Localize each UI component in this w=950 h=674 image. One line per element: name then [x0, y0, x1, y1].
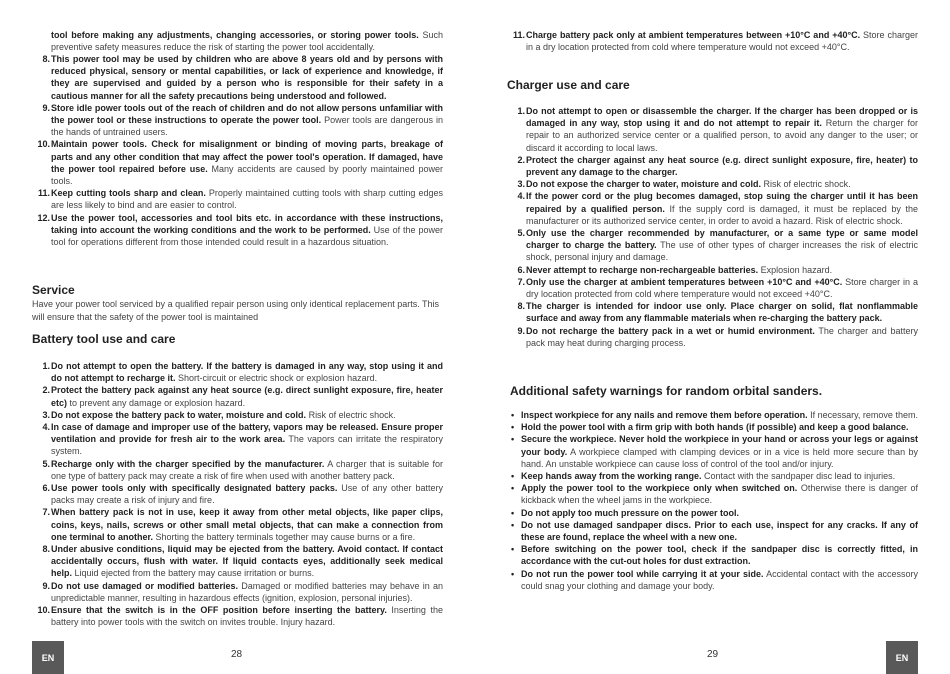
item-bold-text: This power tool may be used by children who are above 8 years old and by persons with reduced physical, sensory or mental capabilities, or lack of experience and knowledge, if they are supervised and guided by a person who is responsible for their safety in a cautious manner for all the safety precautions being understood and followed.	[51, 54, 443, 101]
item-normal-text: Properly maintained cutting tools with sharp cutting edges are less likely to bind and are easier to control.	[51, 188, 443, 211]
list-item	[507, 300, 918, 324]
item-number: 3.	[517, 179, 525, 190]
service-text: Have your power tool serviced by a qualified repair person using only identical replacement parts. This will ensure that the safety of the power tool is maintained	[32, 299, 440, 322]
item-bold-text: Keep cutting tools sharp and clean.	[51, 188, 206, 199]
list-item	[32, 212, 443, 249]
language-badge-right: EN	[886, 641, 918, 674]
item-normal-text: Otherwise there is danger of kickback when the wheel jams in the workpiece.	[521, 483, 918, 506]
item-bold-text: Secure the workpiece. Never hold the workpiece in your hand or across your legs or against your body.	[521, 434, 918, 457]
item-bold-text: The charger is intended for indoor use only. Place charger on solid, flat nonflammable surface and away from any flammable materials when re-charging the battery pack.	[526, 301, 918, 324]
bullet-dot: •	[511, 434, 515, 445]
item-bold-text: Keep hands away from the working range.	[521, 471, 702, 482]
charger-heading: Charger use and care	[507, 78, 630, 92]
bullet-item	[507, 519, 918, 543]
bullet-item	[507, 482, 918, 506]
item-normal-text: Risk of electric shock.	[306, 409, 396, 420]
item-bold-text: Do not use damaged or modified batteries.	[51, 580, 238, 591]
list-item	[32, 187, 443, 211]
list-item	[507, 276, 918, 300]
list-item	[32, 604, 443, 628]
bullet-item	[507, 543, 918, 567]
item-normal-text: to prevent any damage or explosion hazard.	[67, 397, 246, 408]
item-normal-text: Liquid ejected from the battery may cause irritation or burns.	[72, 568, 315, 579]
item-bold-text: Protect the battery pack against any heat source (e.g. direct sunlight exposure, fire, heater etc)	[51, 385, 443, 408]
item-number: 7.	[42, 507, 50, 518]
item-bold-text: Use power tools only with specifically designated battery packs.	[51, 483, 338, 494]
item-bold-text: Never attempt to recharge non-rechargeable batteries.	[526, 264, 759, 275]
general-safety-list	[32, 53, 443, 248]
item-number: 12.	[37, 212, 50, 223]
list-item	[32, 421, 443, 458]
item-number: 10.	[37, 139, 50, 150]
list-item	[507, 325, 918, 349]
item-number: 6.	[517, 264, 525, 275]
item-normal-text: Return the charger for repair to an authorized service center or a qualified person, to avoid any danger to the user; or discard it according to local laws.	[526, 118, 919, 153]
bullet-item	[507, 421, 918, 433]
list-item	[507, 29, 918, 53]
battery-list-continued	[507, 29, 918, 53]
bullet-dot: •	[511, 471, 515, 482]
list-item	[32, 102, 443, 139]
item-bold-text: Do not expose the battery pack to water, moisture and cold.	[51, 409, 307, 420]
item-normal-text: The charger and battery pack may heat during charging process.	[526, 325, 918, 348]
item-number: 2.	[517, 154, 525, 165]
item-normal-text: The use of other types of charger increases the risk of electric shock, personal injury and damage.	[526, 240, 918, 263]
item-normal-text: Shorting the battery terminals together may cause burns or a fire.	[153, 531, 416, 542]
list-item	[32, 53, 443, 102]
list-item	[32, 409, 443, 421]
item-number: 5.	[42, 458, 50, 469]
item-number: 3.	[42, 409, 50, 420]
item-number: 8.	[42, 54, 50, 64]
list-item	[32, 506, 443, 543]
item-normal-text: Inserting the battery into power tools with the switch on invites trouble. Injury hazard.	[51, 605, 443, 628]
item-normal-text: Contact with the sandpaper disc lead to injuries.	[701, 471, 896, 482]
item-number: 11.	[512, 30, 525, 40]
item-bold-text: Protect the charger against any heat source (e.g. direct sunlight exposure, fire, heater) to prevent any damage to the charger.	[526, 154, 918, 178]
item-bold-text: Use the power tool, accessories and tool bits etc. in accordance with these instructions, taking into account the working conditions and the work to be performed.	[51, 212, 443, 235]
item-normal-text: Many accidents are caused by poorly maintained power tools.	[51, 163, 443, 187]
bullet-item	[507, 507, 918, 519]
item-number: 1.	[517, 106, 525, 116]
list-item	[507, 178, 918, 190]
item-normal-text: The vapors can irritate the respiratory system.	[51, 434, 443, 457]
charger-list	[507, 105, 918, 349]
item-bold-text: Do not attempt to open or disassemble the charger. If the charger has been dropped or is damaged in any way, stop using it and do not attempt to repair it.	[526, 106, 918, 129]
item-bold-text: Do not expose the charger to water, moisture and cold.	[526, 179, 762, 190]
list-item	[32, 458, 443, 482]
list-item	[32, 384, 443, 408]
item-bold-text: Hold the power tool with a firm grip with both hands (if possible) and keep a good balance.	[521, 422, 909, 433]
bullet-item	[507, 409, 918, 421]
item-bold-text: Maintain power tools. Check for misalignment or binding of moving parts, breakage of parts and any other condition that may affect the power tool's operation. If damaged, have the power tool repaired before use.	[51, 139, 443, 174]
item-bold-text: Only use the charger at ambient temperatures between +10°C and +40°C.	[526, 276, 843, 287]
bullet-dot: •	[511, 519, 515, 530]
item-number: 8.	[42, 544, 50, 555]
item-bold-text: Under abusive conditions, liquid may be ejected from the battery. Avoid contact. If contact accidentally occurs, flush with water. If liquid contacts eyes, additionally seek medical help.	[51, 544, 443, 579]
sander-heading-period: .	[818, 384, 823, 398]
list-item	[507, 154, 918, 178]
list-item	[507, 105, 918, 154]
list-item	[32, 138, 443, 187]
list-item	[32, 360, 443, 384]
item-bold-text: If the power cord or the plug becomes damaged, stop suing the charger until it has been repaired by a qualified person.	[526, 191, 918, 214]
page-number-left: 28	[231, 649, 243, 660]
item-number: 5.	[517, 228, 525, 239]
item-normal-text: Explosion hazard.	[758, 264, 833, 275]
item-bold-text: Before switching on the power tool, check if the sandpaper disc is correctly fitted, in accordance with the cut-out holes for dust extraction.	[521, 544, 918, 567]
item-number: 10.	[37, 605, 50, 616]
item-normal-text: If the supply cord is damaged, it must be replaced by the manufacturer or its authorized service center, in order to avoid a hazard. Risk of electric shock.	[526, 203, 918, 226]
item-bold-text: Store idle power tools out of the reach of children and do not allow persons unfamiliar with the power tool or these instructions to operate the power tool.	[51, 102, 443, 126]
item-bold-text: Do not run the power tool while carrying it at your side.	[521, 568, 764, 579]
list-item	[32, 580, 443, 604]
item-normal-text: Risk of electric shock.	[761, 179, 851, 190]
item-number: 7.	[517, 276, 525, 287]
item-normal-text: Power tools are dangerous in the hands of untrained users.	[51, 115, 443, 138]
right-page	[507, 0, 918, 674]
item-number: 8.	[517, 301, 525, 312]
item-number: 4.	[42, 422, 50, 433]
bullet-item	[507, 568, 918, 592]
list-item	[507, 264, 918, 276]
service-heading: Service	[32, 283, 75, 297]
item-normal-text: A charger that is suitable for one type of battery pack may create a risk of fire when used with another battery pack.	[51, 458, 443, 481]
item-normal-text: A workpiece clamped with clamping devices or in a vice is held more secure than by hand. An unstable workpiece can cause loss of control of the tool and/or injury.	[521, 446, 918, 469]
bullet-dot: •	[511, 483, 515, 494]
list-item	[32, 543, 443, 580]
item-bold-text: Inspect workpiece for any nails and remove them before operation.	[521, 410, 808, 420]
item-normal-text: Store charger in a dry location protected from cold where temperature would not exceed +40°C.	[526, 276, 918, 300]
language-badge-left: EN	[32, 641, 64, 674]
list-item-continuation	[32, 29, 443, 53]
item-bold-text: Recharge only with the charger specified by the manufacturer.	[51, 458, 325, 469]
bullet-dot: •	[511, 544, 515, 555]
bullet-item	[507, 470, 918, 482]
item-number: 4.	[517, 191, 525, 202]
sander-heading-text: Additional safety warnings for random orbital sanders	[510, 384, 819, 398]
item-bold-text: In case of damage and improper use of the battery, vapors may be released. Ensure proper ventilation and provide for fresh air to the work area.	[51, 422, 443, 445]
item-bold-text: When battery pack is not in use, keep it away from other metal objects, like paper clips, coins, keys, nails, screws or other small metal objects, that can make a connection from one terminal to another.	[51, 507, 443, 542]
item-number: 9.	[517, 325, 525, 336]
bullet-dot: •	[511, 568, 515, 579]
item-bold-text: Charge battery pack only at ambient temperatures between +10°C and +40°C.	[526, 30, 861, 40]
item-number: 9.	[42, 580, 50, 591]
battery-list	[32, 360, 443, 628]
item-number: 11.	[37, 188, 50, 199]
bullet-dot: •	[511, 507, 515, 518]
item-number: 1.	[42, 361, 50, 371]
item-bold-text: tool before making any adjustments, changing accessories, or storing power tools.	[51, 30, 419, 40]
item-bold-text: Apply the power tool to the workpiece only when switched on.	[521, 483, 798, 494]
item-bold-text: Do not apply too much pressure on the power tool.	[521, 507, 740, 518]
item-normal-text: Use of the power tool for operations different from those intended could result in a hazardous situation.	[51, 224, 443, 248]
list-item	[507, 190, 918, 227]
sander-heading	[510, 384, 822, 398]
item-bold-text: Do not attempt to open the battery. If the battery is damaged in any way, stop using it and do not attempt to recharge it.	[51, 361, 443, 384]
item-normal-text: Accidental contact with the accessory could snag your clothing and damage your body.	[521, 568, 918, 591]
item-bold-text: Only use the charger recommended by manufacturer, or a same type or same model charger to charge the battery.	[526, 228, 918, 251]
battery-heading: Battery tool use and care	[32, 332, 176, 346]
item-number: 6.	[42, 483, 50, 494]
item-normal-text: Use of any other battery packs may create a risk of injury and fire.	[51, 483, 443, 506]
item-number: 9.	[42, 102, 50, 113]
item-number: 2.	[42, 385, 50, 396]
item-bold-text: Ensure that the switch is in the OFF position before inserting the battery.	[51, 605, 387, 616]
left-page	[32, 0, 443, 674]
bullet-item	[507, 433, 918, 470]
list-item	[507, 227, 918, 264]
item-normal-text: If necessary, remove them.	[807, 410, 918, 420]
bullet-dot: •	[511, 410, 515, 420]
item-normal-text: Store charger in a dry location protected from cold where temperature would not exceed +40°C.	[526, 30, 918, 53]
item-bold-text: Do not recharge the battery pack in a wet or humid environment.	[526, 325, 815, 336]
bullet-dot: •	[511, 422, 515, 433]
list-item	[32, 482, 443, 506]
page-number-right: 29	[707, 649, 719, 660]
sander-list	[507, 409, 918, 592]
item-bold-text: Do not use damaged sandpaper discs. Prior to each use, inspect for any cracks. If any of these are found, replace the wheel with a new one.	[521, 519, 918, 543]
item-normal-text: Short-circuit or electric shock or explosion hazard.	[175, 373, 378, 384]
item-normal-text: Damaged or modified batteries may behave in an unpredictable manner, resulting in hazardous effects (ignition, explosion, personal injuries).	[51, 580, 443, 603]
item-normal-text: Such preventive safety measures reduce the risk of starting the power tool accidentally.	[51, 30, 443, 53]
